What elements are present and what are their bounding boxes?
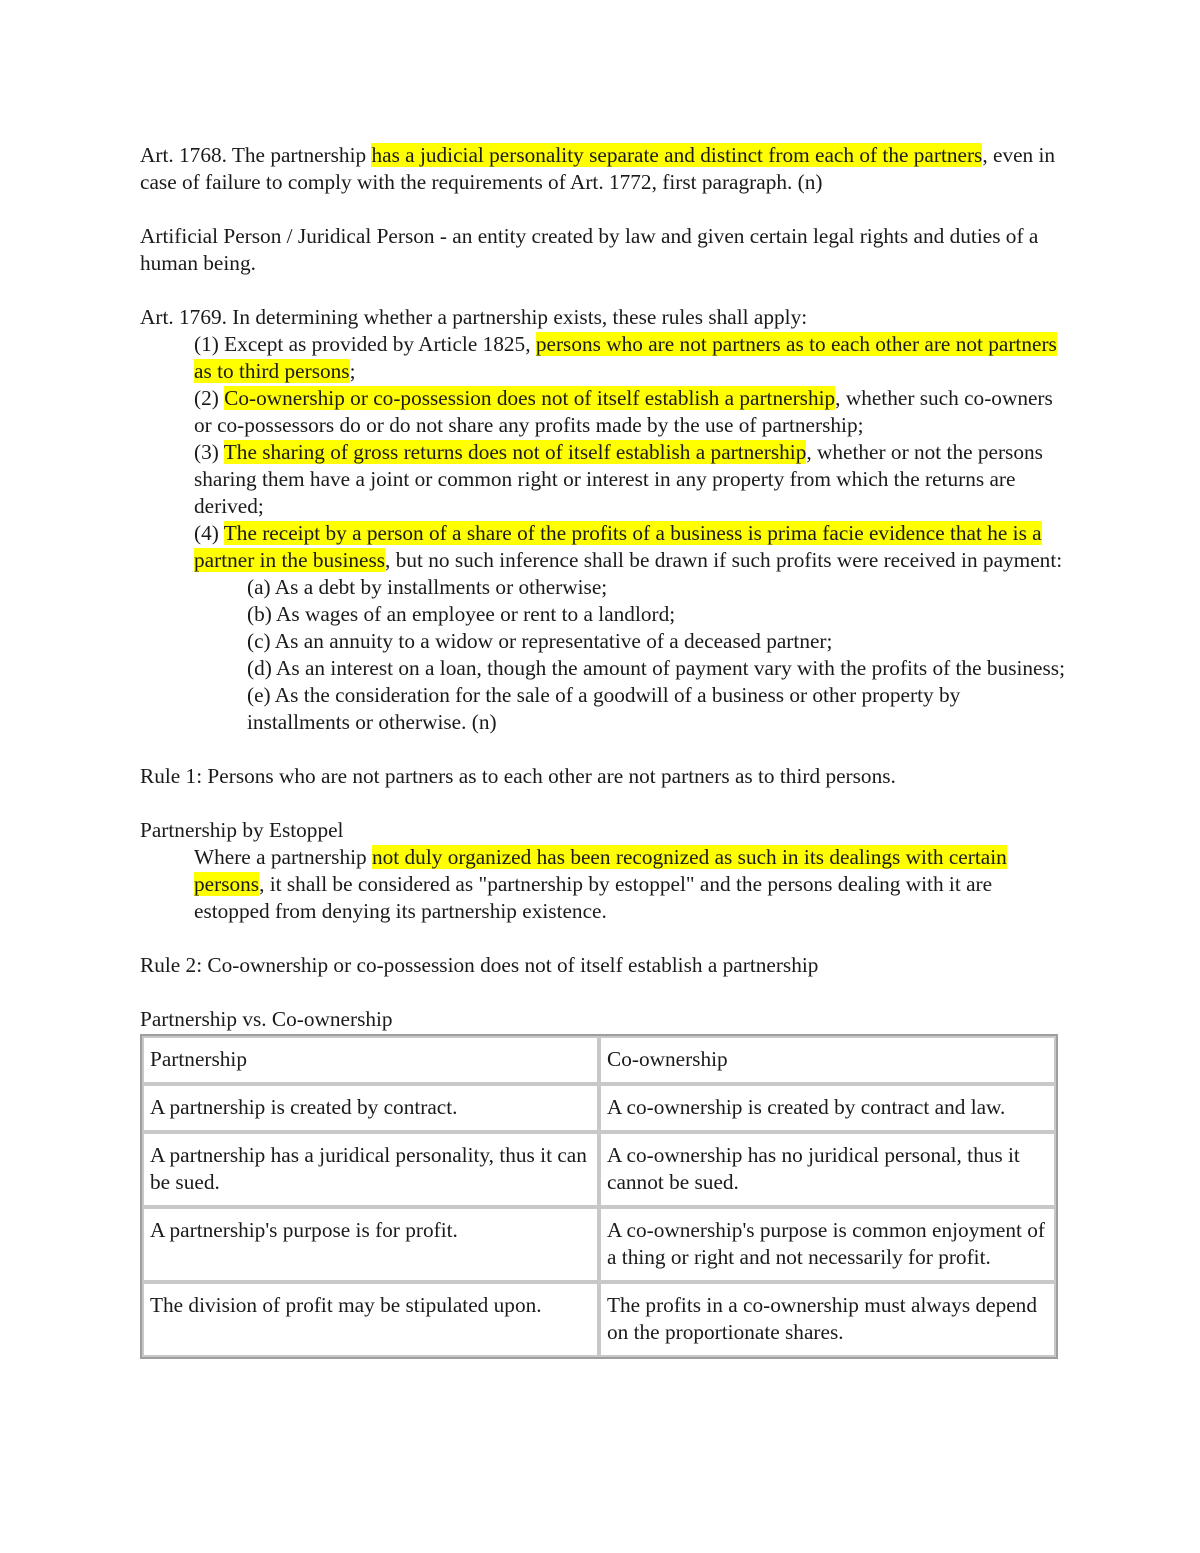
table-row bbox=[142, 1282, 1056, 1357]
rule-3-text: (3) bbox=[194, 440, 224, 464]
art-1768-paragraph bbox=[140, 142, 1065, 196]
comparison-caption: Partnership vs. Co-ownership bbox=[140, 1007, 393, 1031]
rule-1-summary: Rule 1: Persons who are not partners as to each other are not partners as to third persons. bbox=[140, 764, 896, 788]
art-1769-rule-4 bbox=[140, 520, 1065, 574]
rule-2-text: (2) bbox=[194, 386, 225, 410]
art-1768-highlight: has a judicial personality separate and distinct from each of the partners bbox=[371, 143, 983, 167]
art-1769-rule-2 bbox=[140, 385, 1065, 439]
table-cell: A co-ownership has no juridical personal, thus it cannot be sued. bbox=[599, 1132, 1056, 1207]
sub-item-c: (c) As an annuity to a widow or representative of a deceased partner; bbox=[247, 629, 833, 653]
sub-item-a: (a) As a debt by installments or otherwise; bbox=[247, 575, 608, 599]
spacer bbox=[140, 925, 1065, 952]
artificial-person-definition: Artificial Person / Juridical Person - an entity created by law and given certain legal rights and duties of a human being. bbox=[140, 224, 1039, 275]
rule-1-text: (1) Except as provided by Article 1825, bbox=[194, 332, 536, 356]
table-cell: The division of profit may be stipulated upon. bbox=[142, 1282, 599, 1357]
rule-2-summary: Rule 2: Co-ownership or co-possession does not of itself establish a partnership bbox=[140, 953, 819, 977]
comparison-table bbox=[140, 1034, 1058, 1359]
sub-item-d: (d) As an interest on a loan, though the amount of payment vary with the profits of the business; bbox=[247, 656, 1065, 680]
rule-3-text-end: , whether or not the persons sharing them have a joint or common right or interest in any property from which the returns are derived; bbox=[194, 440, 1043, 518]
rule-2-text-end: , whether such co-owners or co-possessors do or do not share any profits made by the use of partnership; bbox=[194, 386, 1053, 437]
table-row bbox=[142, 1207, 1056, 1282]
table-row bbox=[142, 1132, 1056, 1207]
rule-4-text-end: , but no such inference shall be drawn if such profits were received in payment: bbox=[385, 548, 1063, 572]
rule-3-highlight: The sharing of gross returns does not of itself establish a partnership bbox=[223, 440, 807, 464]
rule-1-highlight: persons who are not partners as to each other are not partners as to third persons bbox=[194, 332, 1057, 383]
art-1769-rule-3 bbox=[140, 439, 1065, 520]
rule-1-text-end: ; bbox=[349, 359, 356, 383]
spacer bbox=[140, 277, 1065, 304]
rule-2-highlight: Co-ownership or co-possession does not of itself establish a partnership bbox=[224, 386, 836, 410]
table-cell: A co-ownership's purpose is common enjoyment of a thing or right and not necessarily for profit. bbox=[599, 1207, 1056, 1282]
art-1768-text: Art. 1768. The partnership bbox=[140, 143, 372, 167]
table-cell: A partnership is created by contract. bbox=[142, 1084, 599, 1132]
table-cell: The profits in a co-ownership must always depend on the proportionate shares. bbox=[599, 1282, 1056, 1357]
art-1768-text-end: , even in case of failure to comply with the requirements of Art. 1772, first paragraph. (n) bbox=[140, 143, 1056, 194]
table-cell: A partnership has a juridical personality, thus it can be sued. bbox=[142, 1132, 599, 1207]
estoppel-heading: Partnership by Estoppel bbox=[140, 818, 344, 842]
table-header-row bbox=[142, 1036, 1056, 1084]
estoppel-paragraph bbox=[140, 844, 1065, 925]
estoppel-text: Where a partnership bbox=[194, 845, 372, 869]
spacer bbox=[140, 790, 1065, 817]
document-page bbox=[140, 142, 1065, 1359]
spacer bbox=[140, 196, 1065, 223]
estoppel-text-end: , it shall be considered as "partnership by estoppel" and the persons dealing with it are estopped from denying its partnership existence. bbox=[194, 872, 993, 923]
table-cell: A co-ownership is created by contract and law. bbox=[599, 1084, 1056, 1132]
sub-item-b: (b) As wages of an employee or rent to a landlord; bbox=[247, 602, 676, 626]
table-row bbox=[142, 1084, 1056, 1132]
art-1769-rule-1 bbox=[140, 331, 1065, 385]
table-cell: A partnership's purpose is for profit. bbox=[142, 1207, 599, 1282]
rule-4-highlight: The receipt by a person of a share of the profits of a business is prima facie evidence that he is a partner in the business bbox=[194, 521, 1042, 572]
header-cell-partnership: Partnership bbox=[142, 1036, 599, 1084]
estoppel-highlight: not duly organized has been recognized as such in its dealings with certain persons bbox=[194, 845, 1007, 896]
art-1769-intro: Art. 1769. In determining whether a partnership exists, these rules shall apply: bbox=[140, 305, 808, 329]
rule-4-text: (4) bbox=[194, 521, 224, 545]
spacer bbox=[140, 736, 1065, 763]
spacer bbox=[140, 979, 1065, 1006]
sub-item-e: (e) As the consideration for the sale of a goodwill of a business or other property by installments or otherwise. (n) bbox=[247, 683, 961, 734]
header-cell-co-ownership: Co-ownership bbox=[599, 1036, 1056, 1084]
